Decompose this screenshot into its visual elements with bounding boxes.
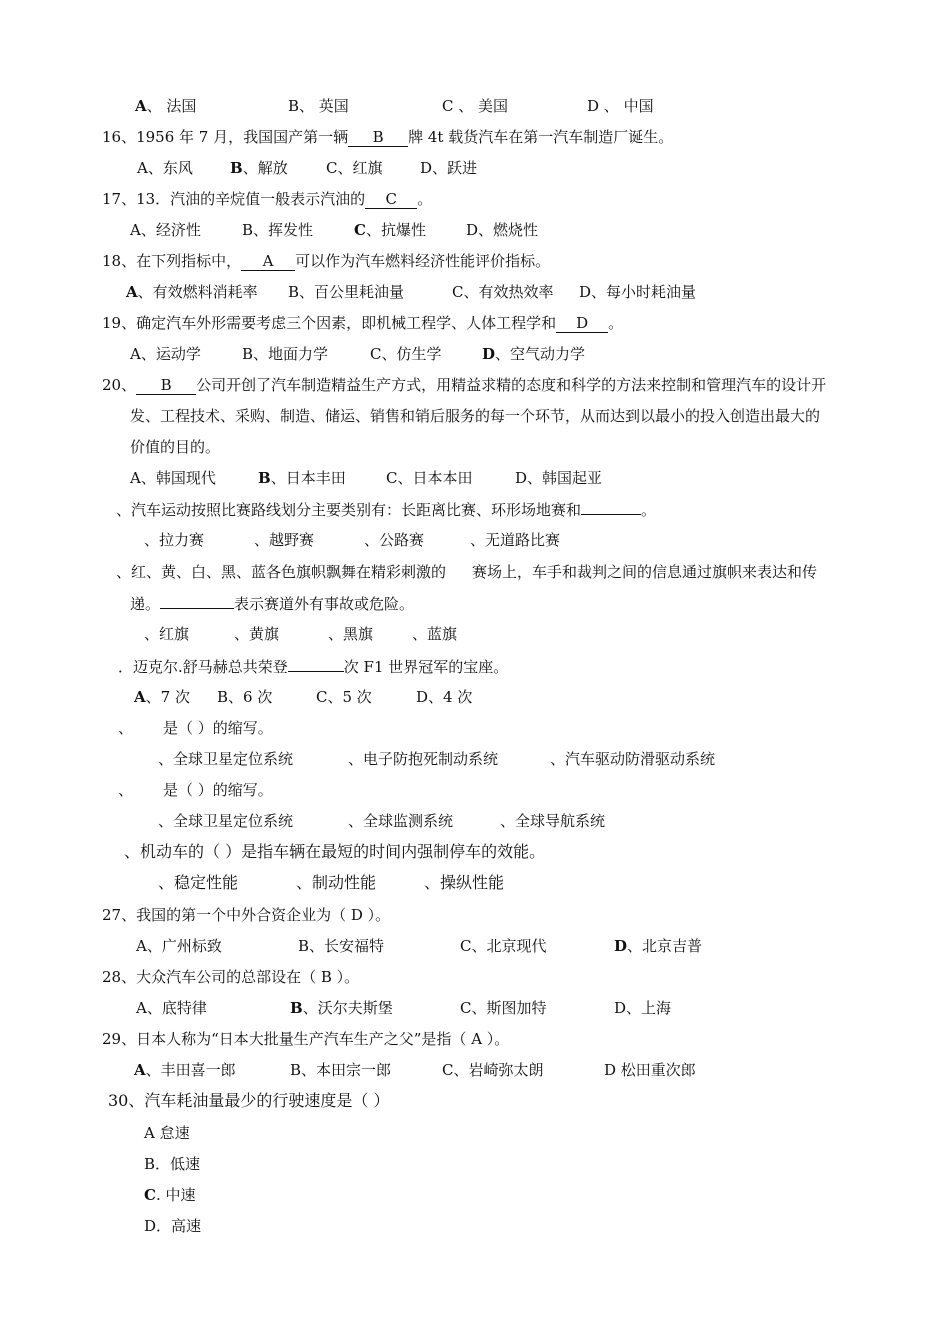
- option-d: D、上海: [614, 999, 672, 1017]
- question-22: 、红、黄、白、黑、蓝各色旗帜飘舞在精彩刺激的 赛场上，车手和裁判之间的信息通过旗帜来表达和传: [116, 563, 818, 581]
- option-c: C、抗爆性: [354, 221, 426, 239]
- question-30: 30、汽车耗油量最少的行驶速度是（ ）: [108, 1091, 390, 1110]
- option-b: B、沃尔夫斯堡: [290, 999, 393, 1017]
- option-d: D、北京吉普: [614, 937, 703, 955]
- option-d: D．高速: [144, 1217, 202, 1235]
- answer-blank: [581, 498, 641, 515]
- answer-blank: D: [556, 314, 608, 333]
- option-d: D、燃烧性: [466, 221, 539, 239]
- option-d: 、蓝旗: [412, 625, 458, 643]
- option-a: A、韩国现代: [130, 469, 216, 487]
- option-b: B、6 次: [217, 688, 273, 706]
- option-a: A、底特律: [136, 999, 207, 1017]
- option-b: 、全球监测系统: [348, 812, 454, 830]
- option-b: B、解放: [230, 159, 288, 177]
- option-c: C、5 次: [316, 688, 372, 706]
- option-c: C. 中速: [144, 1186, 196, 1204]
- option-b: 、黄旗: [234, 625, 280, 643]
- question-25: 、 是（ ）的缩写。: [118, 781, 273, 799]
- question-16: 16、1956 年 7 月，我国国产第一辆 B 牌 4t 载货汽车在第一汽车制造厂诞生。: [102, 128, 674, 146]
- option-c: C、红旗: [326, 159, 383, 177]
- question-26: 、机动车的（ ）是指车辆在最短的时间内强制停车的效能。: [124, 842, 546, 861]
- option-c: 、公路赛: [364, 531, 425, 549]
- option-d: D、空气动力学: [482, 345, 586, 363]
- option-a: A、广州标致: [136, 937, 222, 955]
- option-b: B、地面力学: [242, 345, 329, 363]
- option-a: 、稳定性能: [158, 873, 239, 892]
- option-a: A、运动学: [130, 345, 201, 363]
- option-c: 、汽车驱动防滑驱动系统: [550, 750, 716, 768]
- option-b: B、日本丰田: [258, 469, 346, 487]
- option-d: D、跃进: [420, 159, 478, 177]
- option-a: A、经济性: [130, 221, 201, 239]
- question-24: 、 是（ ）的缩写。: [118, 719, 273, 737]
- option-c: C、日本本田: [386, 469, 473, 487]
- option-b: 、电子防抱死制动系统: [348, 750, 499, 768]
- option-c: 、操纵性能: [424, 873, 505, 892]
- question-18: 18、在下列指标中， A 可以作为汽车燃料经济性能评价指标。: [102, 252, 551, 270]
- option-b: B、百公里耗油量: [288, 283, 405, 301]
- option-b: B、挥发性: [242, 221, 314, 239]
- option-c: C、仿生学: [370, 345, 442, 363]
- question-27: 27、我国的第一个中外合资企业为（ D ）。: [102, 906, 391, 924]
- question-17: 17、13．汽油的辛烷值一般表示汽油的 C 。: [102, 190, 433, 208]
- option-d: D、每小时耗油量: [579, 283, 697, 301]
- option-c: C、北京现代: [460, 937, 547, 955]
- option-b: B．低速: [144, 1155, 201, 1173]
- option-a: 、拉力赛: [144, 531, 205, 549]
- option-d: D、4 次: [416, 688, 473, 706]
- answer-blank: B: [136, 376, 196, 395]
- option-b: B、 英国: [288, 97, 349, 115]
- question-20-line-3: 价值的目的。: [130, 438, 221, 456]
- option-a: A、有效燃料消耗率: [126, 283, 258, 301]
- option-c: 、黑旗: [328, 625, 374, 643]
- question-21: 、汽车运动按照比赛路线划分主要类别有：长距离比赛、环形场地赛和 。: [116, 498, 656, 520]
- option-b: B、本田宗一郎: [290, 1061, 392, 1079]
- option-a: A、 法国: [135, 97, 197, 115]
- option-d: D 松田重次郎: [604, 1061, 696, 1079]
- option-a: A、7 次: [134, 688, 190, 706]
- option-a: A、东风: [137, 159, 193, 177]
- option-d: D、韩国起亚: [515, 469, 603, 487]
- answer-blank: B: [348, 128, 408, 147]
- question-19: 19、确定汽车外形需要考虑三个因素，即机械工程学、人体工程学和 D 。: [102, 314, 624, 332]
- option-a: A、丰田喜一郎: [134, 1061, 236, 1079]
- option-a: 、红旗: [144, 625, 190, 643]
- option-c: C、岩崎弥太朗: [442, 1061, 544, 1079]
- question-20-line-2: 发、工程技术、采购、制造、储运、销售和销后服务的每一个环节，从而达到以最小的投入创造出最大的: [130, 407, 821, 425]
- option-d: D 、 中国: [587, 97, 654, 115]
- option-a: A 怠速: [144, 1124, 190, 1142]
- answer-blank: [160, 592, 234, 609]
- answer-blank: C: [365, 190, 417, 209]
- question-29: 29、日本人称为“日本大批量生产汽车生产之父”是指（ A ）。: [102, 1030, 510, 1048]
- option-c: C 、 美国: [442, 97, 509, 115]
- answer-blank: [288, 655, 344, 672]
- option-a: 、全球卫星定位系统: [158, 750, 294, 768]
- option-c: C、斯图加特: [460, 999, 547, 1017]
- option-d: 、无道路比赛: [470, 531, 561, 549]
- question-20: 20、 B 公司开创了汽车制造精益生产方式，用精益求精的态度和科学的方法来控制和管理汽车的设计开: [102, 376, 827, 394]
- option-c: 、全球导航系统: [500, 812, 606, 830]
- question-28: 28、大众汽车公司的总部设在（ B ）。: [102, 968, 360, 986]
- option-a: 、全球卫星定位系统: [158, 812, 294, 830]
- option-c: C、有效热效率: [452, 283, 554, 301]
- option-b: 、制动性能: [296, 873, 377, 892]
- question-22-line-2: 递。 表示赛道外有事故或危险。: [130, 592, 414, 614]
- option-b: B、长安福特: [298, 937, 385, 955]
- question-23: ．迈克尔.舒马赫总共荣登 次 F1 世界冠军的宝座。: [118, 655, 508, 677]
- option-b: 、越野赛: [254, 531, 315, 549]
- answer-blank: A: [241, 252, 295, 271]
